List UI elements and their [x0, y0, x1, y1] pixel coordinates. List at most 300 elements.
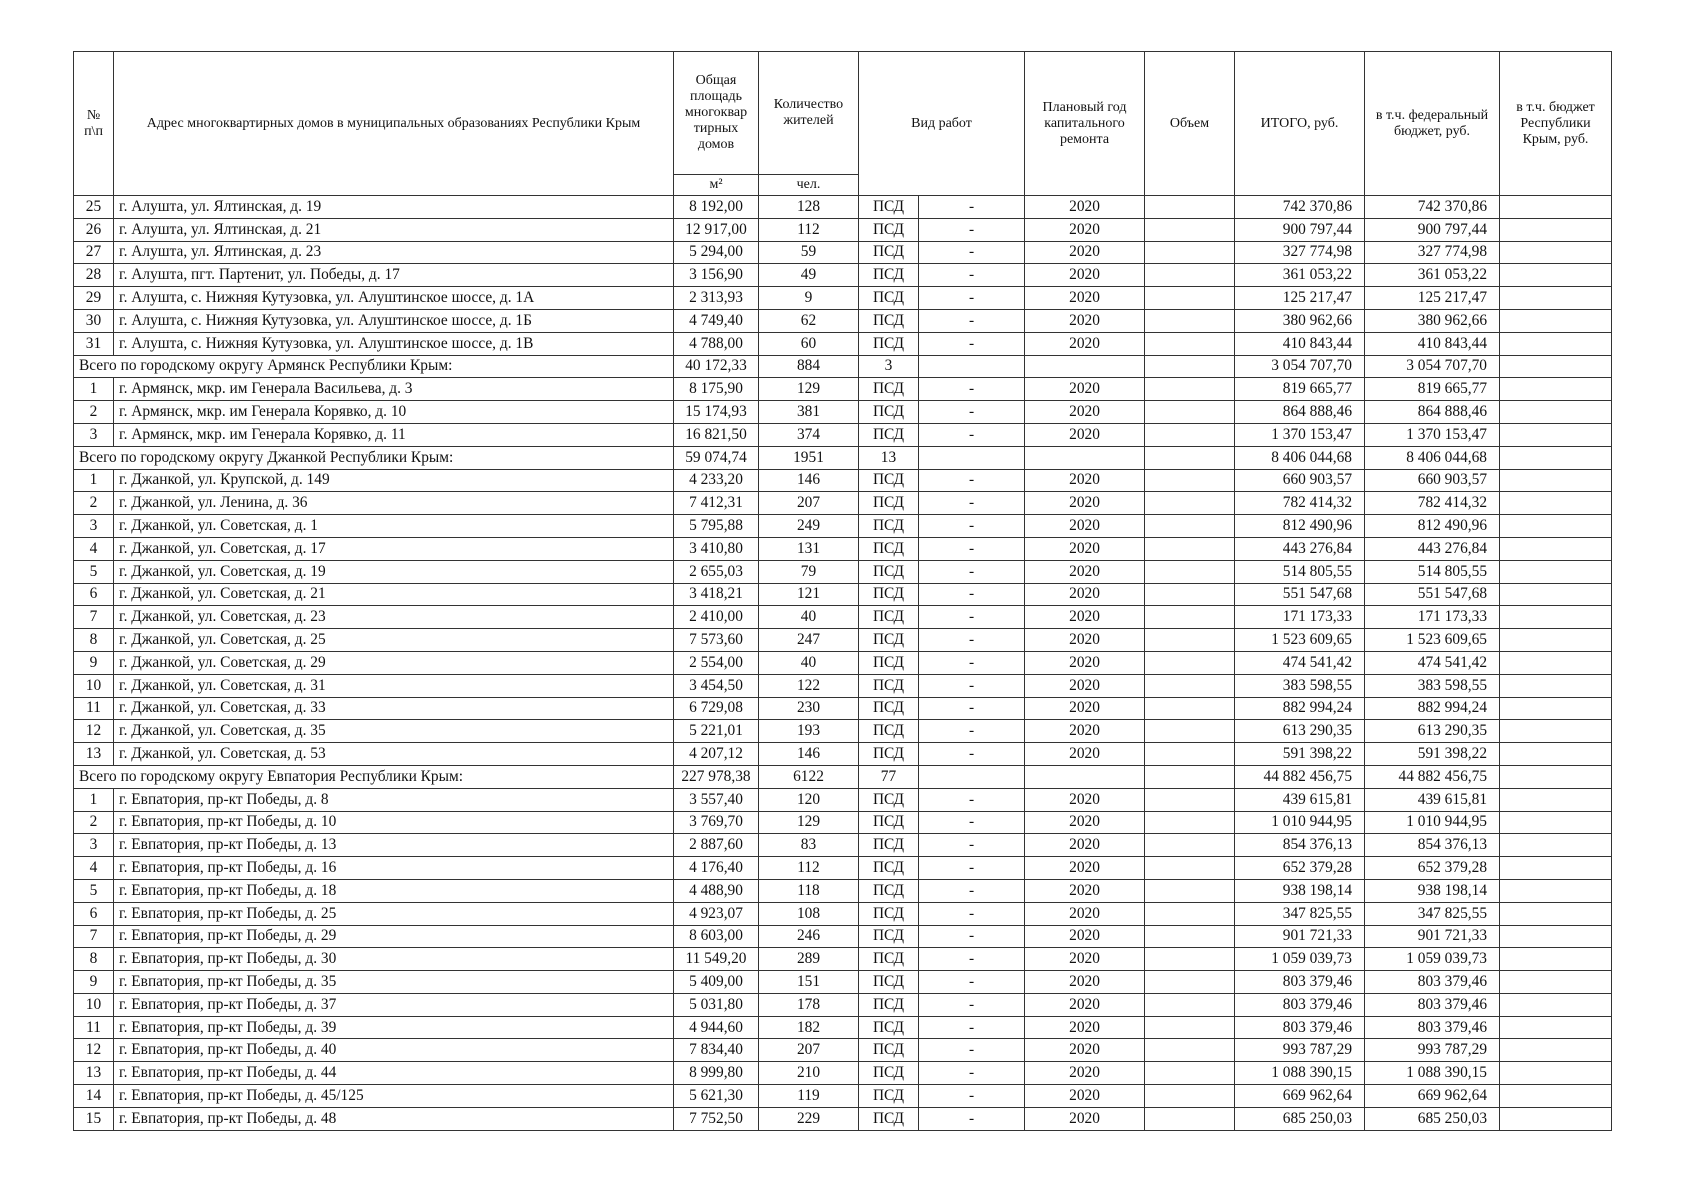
cell-year: 2020 — [1025, 788, 1145, 811]
cell-num: 4 — [74, 857, 114, 880]
cell-work-type: ПСД — [859, 902, 919, 925]
cell-total: 514 805,55 — [1235, 560, 1365, 583]
cell-address: г. Армянск, мкр. им Генерала Корявко, д. 10 — [114, 401, 674, 424]
cell-federal: 864 888,46 — [1365, 401, 1500, 424]
cell-republic — [1500, 902, 1612, 925]
cell-residents: 49 — [759, 264, 859, 287]
table-row — [74, 378, 1612, 401]
cell-republic — [1500, 492, 1612, 515]
cell-address: г. Джанкой, ул. Советская, д. 53 — [114, 743, 674, 766]
table-row — [74, 560, 1612, 583]
cell-work-type: ПСД — [859, 469, 919, 492]
cell-year: 2020 — [1025, 606, 1145, 629]
cell-address: г. Евпатория, пр-кт Победы, д. 16 — [114, 857, 674, 880]
table-row — [74, 309, 1612, 332]
cell-total: 361 053,22 — [1235, 264, 1365, 287]
cell-num: 7 — [74, 606, 114, 629]
cell-republic — [1500, 674, 1612, 697]
cell-work-dash: - — [919, 241, 1025, 264]
cell-work-type: ПСД — [859, 196, 919, 219]
cell-num: 25 — [74, 196, 114, 219]
cell-address: г. Джанкой, ул. Советская, д. 1 — [114, 515, 674, 538]
cell-address: г. Армянск, мкр. им Генерала Корявко, д. 11 — [114, 423, 674, 446]
cell-residents: 131 — [759, 537, 859, 560]
cell-num: 14 — [74, 1085, 114, 1108]
cell-address: г. Джанкой, ул. Советская, д. 35 — [114, 720, 674, 743]
cell-address: г. Евпатория, пр-кт Победы, д. 30 — [114, 948, 674, 971]
cell-residents: 112 — [759, 218, 859, 241]
cell-volume — [1145, 902, 1235, 925]
cell-year: 2020 — [1025, 629, 1145, 652]
cell-work-dash: - — [919, 788, 1025, 811]
cell-area: 227 978,38 — [674, 765, 759, 788]
cell-num: 6 — [74, 583, 114, 606]
cell-address: г. Джанкой, ул. Крупской, д. 149 — [114, 469, 674, 492]
cell-republic — [1500, 264, 1612, 287]
cell-year: 2020 — [1025, 537, 1145, 560]
cell-area: 4 788,00 — [674, 332, 759, 355]
cell-federal: 685 250,03 — [1365, 1107, 1500, 1130]
cell-republic — [1500, 1062, 1612, 1085]
table-header — [74, 52, 1612, 196]
cell-work-type: ПСД — [859, 697, 919, 720]
cell-residents: 1951 — [759, 446, 859, 469]
cell-num: 9 — [74, 971, 114, 994]
cell-total: 660 903,57 — [1235, 469, 1365, 492]
cell-republic — [1500, 811, 1612, 834]
cell-work-type: ПСД — [859, 1085, 919, 1108]
col-header-num: № п\п — [74, 52, 114, 196]
cell-work-type: ПСД — [859, 583, 919, 606]
table-row — [74, 902, 1612, 925]
cell-residents: 40 — [759, 606, 859, 629]
cell-volume — [1145, 1016, 1235, 1039]
cell-volume — [1145, 879, 1235, 902]
cell-area: 8 192,00 — [674, 196, 759, 219]
cell-volume — [1145, 378, 1235, 401]
cell-work-type: ПСД — [859, 1016, 919, 1039]
cell-volume — [1145, 355, 1235, 378]
cell-work-dash: - — [919, 606, 1025, 629]
cell-republic — [1500, 469, 1612, 492]
cell-republic — [1500, 879, 1612, 902]
cell-address: г. Алушта, с. Нижняя Кутузовка, ул. Алуштинское шоссе, д. 1В — [114, 332, 674, 355]
cell-area: 2 554,00 — [674, 651, 759, 674]
cell-federal: 591 398,22 — [1365, 743, 1500, 766]
col-header-area: Общая площадь многоквар тирных домов — [674, 52, 759, 175]
cell-work-dash: - — [919, 743, 1025, 766]
cell-federal: 882 994,24 — [1365, 697, 1500, 720]
cell-area: 7 573,60 — [674, 629, 759, 652]
cell-work-dash: - — [919, 720, 1025, 743]
cell-address: г. Алушта, ул. Ялтинская, д. 19 — [114, 196, 674, 219]
cell-residents: 118 — [759, 879, 859, 902]
cell-federal: 514 805,55 — [1365, 560, 1500, 583]
cell-num: 12 — [74, 720, 114, 743]
cell-address: г. Джанкой, ул. Советская, д. 21 — [114, 583, 674, 606]
cell-work-type: ПСД — [859, 948, 919, 971]
cell-volume — [1145, 332, 1235, 355]
cell-federal: 474 541,42 — [1365, 651, 1500, 674]
cell-num: 3 — [74, 515, 114, 538]
cell-residents: 230 — [759, 697, 859, 720]
cell-federal: 8 406 044,68 — [1365, 446, 1500, 469]
cell-residents: 112 — [759, 857, 859, 880]
cell-federal: 819 665,77 — [1365, 378, 1500, 401]
total-label: Всего по городскому округу Евпатория Республики Крым: — [74, 765, 674, 788]
cell-republic — [1500, 241, 1612, 264]
cell-year: 2020 — [1025, 879, 1145, 902]
cell-volume — [1145, 309, 1235, 332]
col-header-work-type: Вид работ — [859, 52, 1025, 196]
table-row — [74, 697, 1612, 720]
table-row — [74, 583, 1612, 606]
cell-republic — [1500, 1016, 1612, 1039]
cell-total: 882 994,24 — [1235, 697, 1365, 720]
cell-work-dash: - — [919, 515, 1025, 538]
cell-work-dash: - — [919, 651, 1025, 674]
cell-federal: 44 882 456,75 — [1365, 765, 1500, 788]
cell-volume — [1145, 492, 1235, 515]
cell-work-dash: - — [919, 560, 1025, 583]
cell-republic — [1500, 629, 1612, 652]
cell-federal: 327 774,98 — [1365, 241, 1500, 264]
cell-work-dash: - — [919, 1085, 1025, 1108]
cell-residents: 146 — [759, 469, 859, 492]
cell-num: 5 — [74, 879, 114, 902]
cell-year: 2020 — [1025, 925, 1145, 948]
cell-num: 15 — [74, 1107, 114, 1130]
cell-total: 347 825,55 — [1235, 902, 1365, 925]
cell-total: 383 598,55 — [1235, 674, 1365, 697]
cell-num: 13 — [74, 743, 114, 766]
cell-address: г. Джанкой, ул. Советская, д. 25 — [114, 629, 674, 652]
cell-area: 4 944,60 — [674, 1016, 759, 1039]
cell-republic — [1500, 948, 1612, 971]
cell-volume — [1145, 1062, 1235, 1085]
cell-area: 4 233,20 — [674, 469, 759, 492]
cell-republic — [1500, 446, 1612, 469]
cell-residents: 381 — [759, 401, 859, 424]
cell-federal: 361 053,22 — [1365, 264, 1500, 287]
cell-area: 4 207,12 — [674, 743, 759, 766]
cell-area: 40 172,33 — [674, 355, 759, 378]
cell-volume — [1145, 1039, 1235, 1062]
cell-work-type: ПСД — [859, 332, 919, 355]
cell-area: 4 176,40 — [674, 857, 759, 880]
cell-volume — [1145, 469, 1235, 492]
cell-federal: 439 615,81 — [1365, 788, 1500, 811]
cell-num: 3 — [74, 834, 114, 857]
cell-total: 803 379,46 — [1235, 971, 1365, 994]
cell-residents: 129 — [759, 811, 859, 834]
cell-volume — [1145, 606, 1235, 629]
col-header-residents: Количество жителей — [759, 52, 859, 175]
cell-work-type: ПСД — [859, 674, 919, 697]
cell-area: 11 549,20 — [674, 948, 759, 971]
cell-area: 3 454,50 — [674, 674, 759, 697]
cell-num: 31 — [74, 332, 114, 355]
table-row — [74, 469, 1612, 492]
cell-area: 6 729,08 — [674, 697, 759, 720]
cell-total: 782 414,32 — [1235, 492, 1365, 515]
table-row — [74, 1062, 1612, 1085]
cell-address: г. Евпатория, пр-кт Победы, д. 40 — [114, 1039, 674, 1062]
cell-area: 5 409,00 — [674, 971, 759, 994]
cell-residents: 229 — [759, 1107, 859, 1130]
table-row — [74, 332, 1612, 355]
cell-work-dash: - — [919, 1062, 1025, 1085]
cell-republic — [1500, 651, 1612, 674]
cell-total: 474 541,42 — [1235, 651, 1365, 674]
cell-total: 803 379,46 — [1235, 1016, 1365, 1039]
cell-residents: 120 — [759, 788, 859, 811]
cell-residents: 182 — [759, 1016, 859, 1039]
cell-area: 15 174,93 — [674, 401, 759, 424]
cell-year: 2020 — [1025, 651, 1145, 674]
cell-year: 2020 — [1025, 811, 1145, 834]
cell-volume — [1145, 537, 1235, 560]
cell-year — [1025, 765, 1145, 788]
cell-area: 7 834,40 — [674, 1039, 759, 1062]
cell-area: 3 557,40 — [674, 788, 759, 811]
table-body — [74, 196, 1612, 1131]
col-header-address: Адрес многоквартирных домов в муниципальных образованиях Республики Крым — [114, 52, 674, 196]
cell-republic — [1500, 355, 1612, 378]
cell-address: г. Алушта, с. Нижняя Кутузовка, ул. Алуштинское шоссе, д. 1Б — [114, 309, 674, 332]
cell-residents: 9 — [759, 287, 859, 310]
cell-work-dash: - — [919, 834, 1025, 857]
cell-volume — [1145, 218, 1235, 241]
cell-volume — [1145, 697, 1235, 720]
cell-residents: 249 — [759, 515, 859, 538]
cell-total: 1 370 153,47 — [1235, 423, 1365, 446]
cell-volume — [1145, 788, 1235, 811]
cell-work-type: ПСД — [859, 857, 919, 880]
cell-total: 854 376,13 — [1235, 834, 1365, 857]
cell-republic — [1500, 743, 1612, 766]
cell-volume — [1145, 264, 1235, 287]
cell-work-dash: - — [919, 423, 1025, 446]
cell-address: г. Евпатория, пр-кт Победы, д. 37 — [114, 993, 674, 1016]
cell-volume — [1145, 765, 1235, 788]
cell-work-type: ПСД — [859, 1062, 919, 1085]
capital-repair-table-page — [73, 51, 1612, 1131]
table-row — [74, 606, 1612, 629]
cell-volume — [1145, 560, 1235, 583]
cell-work-extra — [919, 446, 1025, 469]
cell-work-dash: - — [919, 811, 1025, 834]
cell-area: 5 294,00 — [674, 241, 759, 264]
cell-num: 8 — [74, 629, 114, 652]
cell-federal: 410 843,44 — [1365, 332, 1500, 355]
cell-volume — [1145, 1085, 1235, 1108]
cell-work-type: ПСД — [859, 218, 919, 241]
cell-year: 2020 — [1025, 241, 1145, 264]
cell-area: 7 412,31 — [674, 492, 759, 515]
cell-total: 938 198,14 — [1235, 879, 1365, 902]
cell-work-dash: - — [919, 264, 1025, 287]
cell-work-dash: - — [919, 287, 1025, 310]
table-row — [74, 879, 1612, 902]
cell-total: 742 370,86 — [1235, 196, 1365, 219]
cell-address: г. Евпатория, пр-кт Победы, д. 35 — [114, 971, 674, 994]
cell-residents: 146 — [759, 743, 859, 766]
cell-residents: 193 — [759, 720, 859, 743]
col-unit-area: м² — [674, 175, 759, 196]
cell-work-dash: - — [919, 196, 1025, 219]
cell-volume — [1145, 1107, 1235, 1130]
table-row — [74, 492, 1612, 515]
table-row — [74, 629, 1612, 652]
cell-republic — [1500, 560, 1612, 583]
cell-num: 11 — [74, 697, 114, 720]
cell-num: 3 — [74, 423, 114, 446]
cell-num: 29 — [74, 287, 114, 310]
cell-address: г. Алушта, ул. Ялтинская, д. 21 — [114, 218, 674, 241]
cell-republic — [1500, 857, 1612, 880]
cell-address: г. Евпатория, пр-кт Победы, д. 13 — [114, 834, 674, 857]
cell-volume — [1145, 971, 1235, 994]
table-row-total — [74, 355, 1612, 378]
cell-work-type: ПСД — [859, 423, 919, 446]
cell-num: 28 — [74, 264, 114, 287]
cell-num: 10 — [74, 674, 114, 697]
cell-work-type: ПСД — [859, 788, 919, 811]
cell-year: 2020 — [1025, 1085, 1145, 1108]
total-label: Всего по городскому округу Армянск Республики Крым: — [74, 355, 674, 378]
cell-work-type: ПСД — [859, 834, 919, 857]
cell-area: 16 821,50 — [674, 423, 759, 446]
cell-num: 2 — [74, 492, 114, 515]
cell-work-dash: - — [919, 218, 1025, 241]
cell-year: 2020 — [1025, 332, 1145, 355]
cell-work-dash: - — [919, 925, 1025, 948]
col-unit-residents: чел. — [759, 175, 859, 196]
cell-work-type: ПСД — [859, 309, 919, 332]
cell-num: 2 — [74, 401, 114, 424]
cell-work-type: ПСД — [859, 241, 919, 264]
cell-total: 410 843,44 — [1235, 332, 1365, 355]
cell-address: г. Джанкой, ул. Советская, д. 17 — [114, 537, 674, 560]
cell-work-dash: - — [919, 902, 1025, 925]
cell-work-extra — [919, 765, 1025, 788]
table-row — [74, 287, 1612, 310]
cell-federal: 443 276,84 — [1365, 537, 1500, 560]
cell-residents: 289 — [759, 948, 859, 971]
cell-total: 171 173,33 — [1235, 606, 1365, 629]
cell-year: 2020 — [1025, 560, 1145, 583]
table-row — [74, 1016, 1612, 1039]
cell-volume — [1145, 948, 1235, 971]
cell-federal: 901 721,33 — [1365, 925, 1500, 948]
cell-residents: 884 — [759, 355, 859, 378]
table-row — [74, 1085, 1612, 1108]
cell-federal: 900 797,44 — [1365, 218, 1500, 241]
cell-num: 13 — [74, 1062, 114, 1085]
cell-federal: 669 962,64 — [1365, 1085, 1500, 1108]
cell-federal: 803 379,46 — [1365, 971, 1500, 994]
table-row — [74, 515, 1612, 538]
cell-num: 4 — [74, 537, 114, 560]
cell-residents: 79 — [759, 560, 859, 583]
table-row — [74, 674, 1612, 697]
table-row — [74, 834, 1612, 857]
cell-federal: 993 787,29 — [1365, 1039, 1500, 1062]
col-header-volume: Объем — [1145, 52, 1235, 196]
cell-area: 8 999,80 — [674, 1062, 759, 1085]
cell-residents: 119 — [759, 1085, 859, 1108]
cell-work-dash: - — [919, 629, 1025, 652]
cell-work-type: ПСД — [859, 492, 919, 515]
cell-work-type: ПСД — [859, 1107, 919, 1130]
cell-address: г. Евпатория, пр-кт Победы, д. 44 — [114, 1062, 674, 1085]
cell-volume — [1145, 857, 1235, 880]
cell-federal: 1 059 039,73 — [1365, 948, 1500, 971]
cell-residents: 122 — [759, 674, 859, 697]
cell-residents: 40 — [759, 651, 859, 674]
table-row — [74, 1107, 1612, 1130]
cell-federal: 660 903,57 — [1365, 469, 1500, 492]
cell-work-type: ПСД — [859, 287, 919, 310]
cell-work-dash: - — [919, 378, 1025, 401]
cell-work-type: ПСД — [859, 1039, 919, 1062]
cell-address: г. Евпатория, пр-кт Победы, д. 29 — [114, 925, 674, 948]
cell-work-dash: - — [919, 469, 1025, 492]
cell-address: г. Джанкой, ул. Советская, д. 33 — [114, 697, 674, 720]
cell-year — [1025, 446, 1145, 469]
table-row — [74, 857, 1612, 880]
cell-total: 993 787,29 — [1235, 1039, 1365, 1062]
cell-residents: 374 — [759, 423, 859, 446]
cell-residents: 128 — [759, 196, 859, 219]
cell-address: г. Евпатория, пр-кт Победы, д. 48 — [114, 1107, 674, 1130]
cell-federal: 551 547,68 — [1365, 583, 1500, 606]
cell-republic — [1500, 834, 1612, 857]
cell-num: 27 — [74, 241, 114, 264]
table-row — [74, 1039, 1612, 1062]
cell-republic — [1500, 606, 1612, 629]
cell-year: 2020 — [1025, 857, 1145, 880]
cell-address: г. Алушта, пгт. Партенит, ул. Победы, д. 17 — [114, 264, 674, 287]
cell-volume — [1145, 196, 1235, 219]
cell-federal: 125 217,47 — [1365, 287, 1500, 310]
cell-republic — [1500, 925, 1612, 948]
cell-volume — [1145, 423, 1235, 446]
cell-address: г. Джанкой, ул. Ленина, д. 36 — [114, 492, 674, 515]
cell-year: 2020 — [1025, 674, 1145, 697]
cell-federal: 1 523 609,65 — [1365, 629, 1500, 652]
cell-area: 3 769,70 — [674, 811, 759, 834]
table-row-total — [74, 446, 1612, 469]
cell-residents: 121 — [759, 583, 859, 606]
cell-num: 26 — [74, 218, 114, 241]
cell-republic — [1500, 332, 1612, 355]
cell-area: 4 749,40 — [674, 309, 759, 332]
cell-work-count: 13 — [859, 446, 919, 469]
cell-republic — [1500, 971, 1612, 994]
cell-address: г. Джанкой, ул. Советская, д. 23 — [114, 606, 674, 629]
cell-year: 2020 — [1025, 423, 1145, 446]
table-row — [74, 241, 1612, 264]
cell-total: 1 088 390,15 — [1235, 1062, 1365, 1085]
cell-area: 2 887,60 — [674, 834, 759, 857]
table-row — [74, 743, 1612, 766]
cell-federal: 613 290,35 — [1365, 720, 1500, 743]
cell-total: 3 054 707,70 — [1235, 355, 1365, 378]
cell-federal: 782 414,32 — [1365, 492, 1500, 515]
cell-republic — [1500, 378, 1612, 401]
